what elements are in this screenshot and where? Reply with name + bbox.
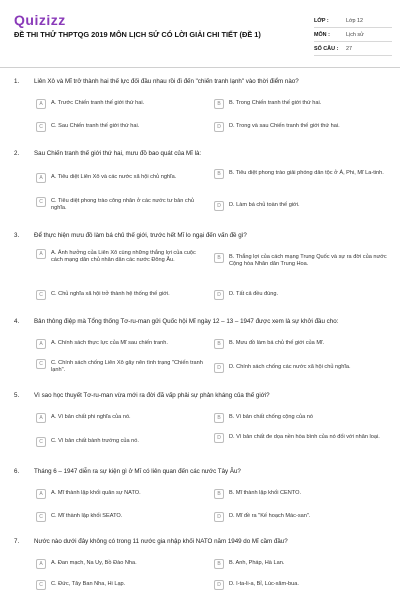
option-letter-badge: C [36,512,46,522]
option-text: D. Mĩ đề ra "Kế hoạch Mác-san". [229,513,311,519]
option-letter-badge: C [36,359,46,369]
question-number: 7. [14,538,20,545]
header-divider [0,67,400,68]
question-text [14,468,394,475]
option-text: A. Tiêu diệt Liên Xô và các nước xã hội chủ nghĩa. [51,174,177,180]
option-letter-badge: C [36,437,46,447]
option-a[interactable] [36,250,206,264]
option-c[interactable] [36,291,206,300]
option-c[interactable] [36,513,206,522]
meta-key: SỐ CÂU : [314,45,339,52]
option-c[interactable] [36,198,206,212]
option-d[interactable] [214,434,388,443]
option-text: A. Trước Chiến tranh thế giới thứ hai. [51,100,145,106]
meta-value: Lớp 12 [346,17,364,24]
option-c[interactable] [36,581,206,590]
option-b[interactable] [214,490,388,499]
option-text: B. Vì bản chất chống cộng của nó [229,414,313,420]
option-letter-badge: D [214,512,224,522]
meta-row-class [314,14,392,28]
meta-row-subject [314,28,392,42]
option-a[interactable] [36,560,206,569]
option-c[interactable] [36,438,206,447]
option-text: D. Chính sách chống các nước xã hội chủ nghĩa. [229,364,351,370]
option-d[interactable] [214,581,388,590]
option-letter-badge: D [214,122,224,132]
option-text: B. Mưu đồ làm bá chủ thế giới của Mĩ. [229,340,325,346]
question-body: Sau Chiến tranh thế giới thứ hai, mưu đồ bao quát của Mĩ là: [34,150,202,157]
option-text: D. Tất cả đều đúng. [229,291,279,297]
option-a[interactable] [36,340,206,349]
option-d[interactable] [214,291,388,300]
option-text: A. Ảnh hưởng của Liên Xô cùng những thắng lợi của cuộc cách mạng dân chủ nhân dân các nước Đông Âu. [51,250,196,263]
option-letter-badge: B [214,253,224,263]
option-text: C. Đức, Tây Ban Nha, Hi Lạp. [51,581,126,587]
option-letter-badge: D [214,580,224,590]
option-text: B. Trong Chiến tranh thế giới thứ hai. [229,100,322,106]
option-text: D. I-ta-li-a, Bỉ, Lúc-xăm-bua. [229,581,299,587]
option-text: C. Mĩ thành lập khối SEATO. [51,513,123,519]
option-letter-badge: B [214,339,224,349]
worksheet-header [0,0,400,66]
meta-value: 27 [346,45,352,52]
question-body: Để thực hiện mưu đồ làm bá chủ thế giới, trước hết Mĩ lo ngại đến vấn đề gì? [34,232,247,239]
option-letter-badge: A [36,559,46,569]
option-letter-badge: B [214,489,224,499]
question-text [14,538,394,545]
question-body: Bản thông điệp mà Tổng thống Tơ-ru-man gửi Quốc hội Mĩ ngày 12 – 13 – 1947 được xem là sự khởi đầu cho: [34,318,339,325]
option-letter-badge: D [214,201,224,211]
quizizz-logo: Quizizz [14,12,66,28]
option-b[interactable] [214,100,388,109]
option-letter-badge: A [36,489,46,499]
option-b[interactable] [214,170,388,179]
option-letter-badge: D [214,433,224,443]
option-b[interactable] [214,414,388,423]
option-letter-badge: A [36,339,46,349]
option-text: A. Mĩ thành lập khối quân sự NATO. [51,490,141,496]
question-text [14,318,394,325]
option-b[interactable] [214,560,388,569]
option-c[interactable] [36,123,206,132]
question-number: 6. [14,468,20,475]
question-number: 4. [14,318,20,325]
option-a[interactable] [36,414,206,423]
option-text: B. Mĩ thành lập khối CENTO. [229,490,302,496]
option-letter-badge: C [36,580,46,590]
option-d[interactable] [214,364,388,373]
option-letter-badge: C [36,122,46,132]
option-letter-badge: A [36,99,46,109]
option-text: C. Vì bản chất bành trướng của nó. [51,438,139,444]
question-body: Vì sao học thuyết Tơ-ru-man vừa mới ra đời đã vấp phải sự phản kháng của thế giới? [34,392,270,399]
option-letter-badge: D [214,290,224,300]
option-letter-badge: C [36,290,46,300]
option-a[interactable] [36,490,206,499]
meta-table [314,14,392,56]
question-number: 5. [14,392,20,399]
option-d[interactable] [214,123,388,132]
option-letter-badge: A [36,173,46,183]
meta-row-count [314,42,392,56]
option-text: D. Làm bá chủ toàn thế giới. [229,202,300,208]
meta-key: MÔN : [314,31,330,38]
meta-value: Lịch sử [346,31,364,38]
question-text [14,392,394,399]
question-number: 3. [14,232,20,239]
option-text: A. Vì bản chất phi nghĩa của nó. [51,414,131,420]
question-number: 1. [14,78,20,85]
option-letter-badge: B [214,413,224,423]
option-letter-badge: B [214,99,224,109]
option-text: C. Tiêu diệt phong trào công nhân ở các nước tư bản chủ nghĩa. [51,198,194,211]
option-text: D. Vì bản chất đe dọa nền hòa bình của nó đối với nhân loại. [229,434,380,440]
option-letter-badge: B [214,559,224,569]
question-body: Nước nào dưới đây không có trong 11 nước gia nhập khối NATO năm 1949 do Mĩ cầm đầu? [34,538,288,545]
meta-key: LỚP : [314,17,329,24]
question-text [14,232,394,239]
option-text: C. Sau Chiến tranh thế giới thứ hai. [51,123,140,129]
option-letter-badge: B [214,169,224,179]
worksheet-title: ĐỀ THI THỬ THPTQG 2019 MÔN LỊCH SỬ CÓ LỜI GIẢI CHI TIẾT (ĐỀ 1) [14,30,261,39]
option-a[interactable] [36,174,206,183]
option-text: A. Chính sách thực lực của Mĩ sau chiến tranh. [51,340,168,346]
option-d[interactable] [214,513,388,522]
option-d[interactable] [214,202,388,211]
option-text: B. Anh, Pháp, Hà Lan. [229,560,285,566]
option-c[interactable] [36,360,206,374]
question-number: 2. [14,150,20,157]
option-b[interactable] [214,340,388,349]
option-letter-badge: C [36,197,46,207]
question-body: Liên Xô và Mĩ trở thành hai thế lực đối đầu nhau rồi đi đến "chiến tranh lạnh" vào thời điểm nào? [34,78,299,85]
option-b[interactable] [214,254,388,268]
option-letter-badge: D [214,363,224,373]
question-text [14,150,394,157]
option-text: B. Thắng lợi của cách mạng Trung Quốc và sự ra đời của nước Cộng hòa Nhân dân Trung Hoa. [229,254,387,267]
option-text: A. Đan mạch, Na Uy, Bồ Đào Nha. [51,560,137,566]
option-text: D. Trong và sau Chiến tranh thế giới thứ hai. [229,123,340,129]
option-text: C. Chính sách chống Liên Xô gây nên tình trạng "Chiến tranh lạnh". [51,360,203,373]
option-letter-badge: A [36,249,46,259]
question-text [14,78,394,85]
question-body: Tháng 6 – 1947 diễn ra sự kiện gì ở Mĩ có liên quan đến các nước Tây Âu? [34,468,241,475]
option-a[interactable] [36,100,206,109]
option-text: B. Tiêu diệt phong trào giải phóng dân tộc ở Á, Phi, Mĩ La-tinh. [229,170,384,176]
option-text: C. Chủ nghĩa xã hội trở thành hệ thống thế giới. [51,291,170,297]
option-letter-badge: A [36,413,46,423]
